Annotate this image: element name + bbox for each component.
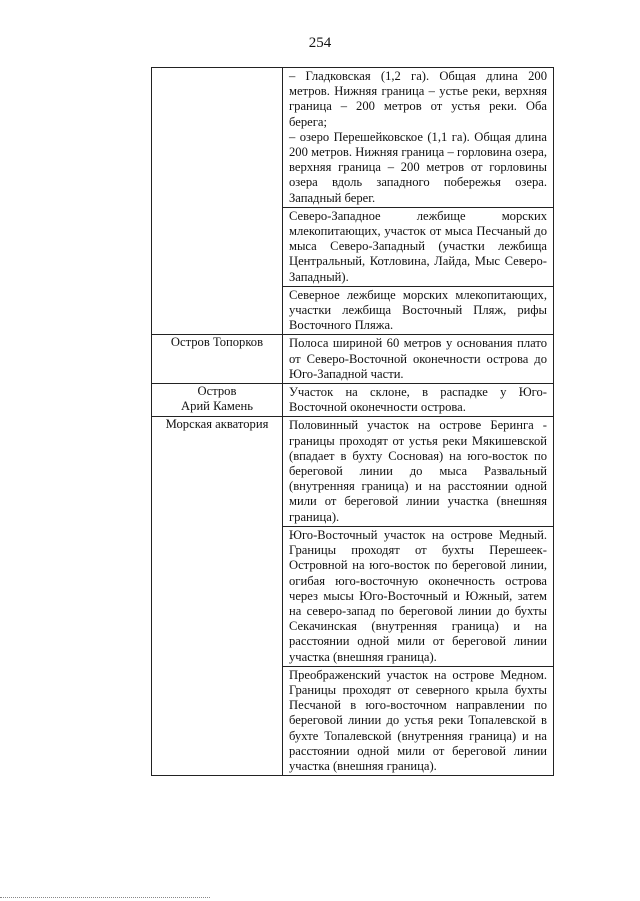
territory-name-cell [152,335,283,384]
zones-table [151,67,554,776]
description-paragraph: Юго-Восточный участок на острове Медный. Границы проходят от бухты Перешеек-Островной на юго-восток по береговой линии, огибая юго-восточную оконечность острова через мысы Юго-Восточный и Южный, затем на северо-запад по береговой линии до бухты Секачинская (внутренняя граница) и на расстоянии одной мили от береговой линии участка (внешняя граница). [289,527,547,664]
description-paragraph: Полоса шириной 60 метров у основания плато от Северо-Восточной оконечности острова до Юго-Западной части. [289,336,547,381]
zone-description-block [283,286,553,335]
description-paragraph: Половинный участок на острове Беринга - границы проходят от устья реки Мякишевской (впадает в бухту Сосновая) на юго-восток по береговой линии до мыса Развальный (внутренняя граница) и на расстоянии одной мили от береговой линии участка (внешняя граница). [289,418,547,524]
description-paragraph: Северное лежбище морских млекопитающих, участки лежбища Восточный Пляж, рифы Восточного Пляжа. [289,287,547,333]
zone-description-cell [283,384,554,417]
description-paragraph: – Гладковская (1,2 га). Общая длина 200 метров. Нижняя граница – устье реки, верхняя граница – 200 метров от устья реки. Оба берега; [289,69,547,129]
zone-description-block [283,335,553,383]
table-row [152,335,554,384]
scan-artifact-line [0,896,210,898]
territory-name-cell [152,68,283,335]
zone-description-cell [283,417,554,776]
zone-description-block [283,666,553,775]
table-row [152,68,554,335]
description-paragraph: – озеро Перешейковское (1,1 га). Общая длина 200 метров. Нижняя граница – горловина озера, верхняя граница – 200 метров от горловины озера вдоль западного побережья озера. Западный берег. [289,129,547,205]
description-paragraph: Преображенский участок на острове Медном. Границы проходят от северного крыла бухты Песчаной в юго-восточном направлении по береговой линии до устья реки Топалевской в бухте Топалевской (внутренняя граница) и на расстоянии одной мили от береговой линии участка (внешняя граница). [289,667,547,773]
territory-name-line: Морская акватория [165,417,269,432]
zone-description-cell [283,68,554,335]
territory-name-cell [152,384,283,417]
territory-name-cell [152,417,283,776]
zone-description-block [283,207,553,286]
table-row [152,417,554,776]
territory-name-line: Арий Камень [181,399,253,414]
page-number: 254 [308,35,332,51]
zone-description-block [283,384,553,416]
zones-table-body [152,68,554,776]
territory-name-line: Остров [197,384,237,399]
territory-name-line: Остров Топорков [170,335,264,350]
description-paragraph: Северо-Западное лежбище морских млекопитающих, участок от мыса Песчаный до мыса Северо-Западный (участки лежбища Центральный, Котловина, Лайда, Мыс Северо-Западный). [289,208,547,284]
zone-description-block [283,526,553,666]
description-paragraph: Участок на склоне, в распадке у Юго-Восточной оконечности острова. [289,385,547,415]
table-row [152,384,554,417]
zone-description-block [283,417,553,525]
zone-description-cell [283,335,554,384]
zone-description-block [283,68,553,207]
